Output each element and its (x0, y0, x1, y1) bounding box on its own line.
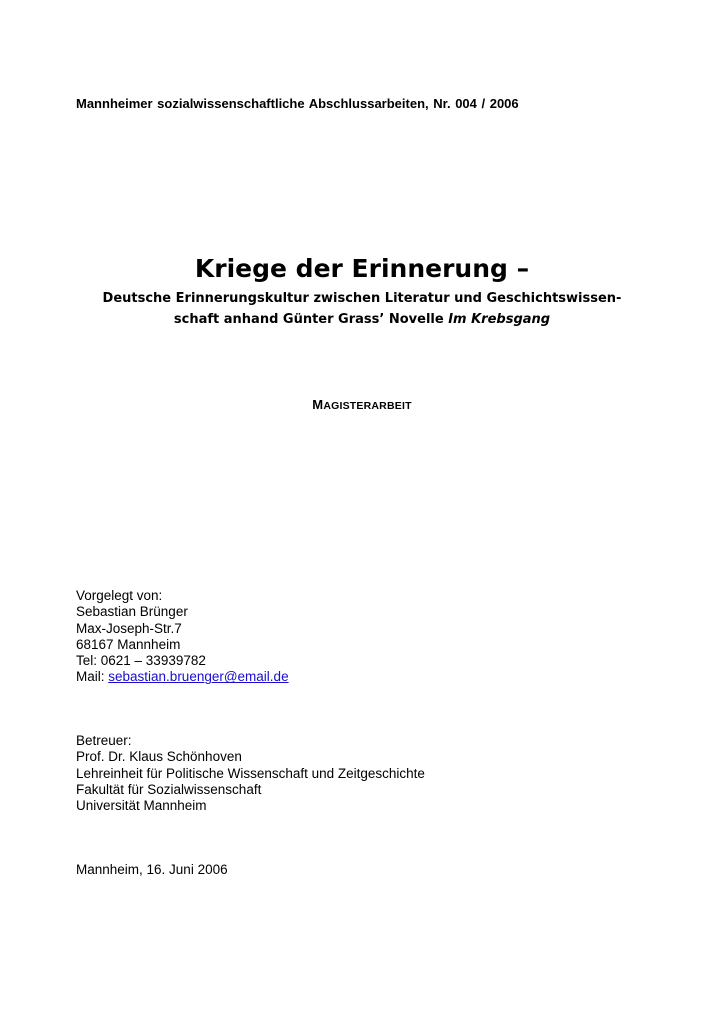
author-name: Sebastian Brünger (76, 604, 188, 620)
advisor-chair: Lehreinheit für Politische Wissenschaft und Zeitgeschichte (76, 765, 425, 781)
document-type (0, 397, 724, 412)
document-type-initial: M (312, 397, 324, 412)
author-label: Vorgelegt von: (76, 588, 163, 603)
author-street: Max-Joseph-Str.7 (76, 620, 182, 636)
place-and-date: Mannheim, 16. Juni 2006 (76, 862, 228, 877)
advisor-faculty: Fakultät für Sozialwissenschaft (76, 781, 262, 797)
novel-title: Im Krebsgang (448, 312, 551, 327)
subtitle-line-2 (60, 309, 664, 330)
document-type-rest: AGISTERARBEIT (323, 400, 412, 412)
author-city: 68167 Mannheim (76, 636, 181, 652)
series-heading: Mannheimer sozialwissenschaftliche Abschlussarbeiten, Nr. 004 / 2006 (76, 96, 519, 111)
advisor-name: Prof. Dr. Klaus Schönhoven (76, 749, 242, 765)
author-phone: Tel: 0621 – 33939782 (76, 653, 206, 669)
author-mail-label: Mail: (76, 669, 109, 685)
subtitle-line-1: Deutsche Erinnerungskultur zwischen Literatur und Geschichtswissen- (102, 291, 622, 306)
main-title: Kriege der Erinnerung – (194, 254, 530, 283)
advisor-block (76, 733, 425, 814)
advisor-label: Betreuer: (76, 733, 132, 748)
author-mail-line (76, 669, 289, 685)
author-block (76, 588, 289, 686)
advisor-university: Universität Mannheim (76, 798, 207, 814)
title-block (60, 250, 664, 330)
author-email-link[interactable]: sebastian.bruenger@email.de (108, 669, 289, 685)
subtitle-line-2-text: schaft anhand Günter Grass’ Novelle (173, 312, 449, 327)
